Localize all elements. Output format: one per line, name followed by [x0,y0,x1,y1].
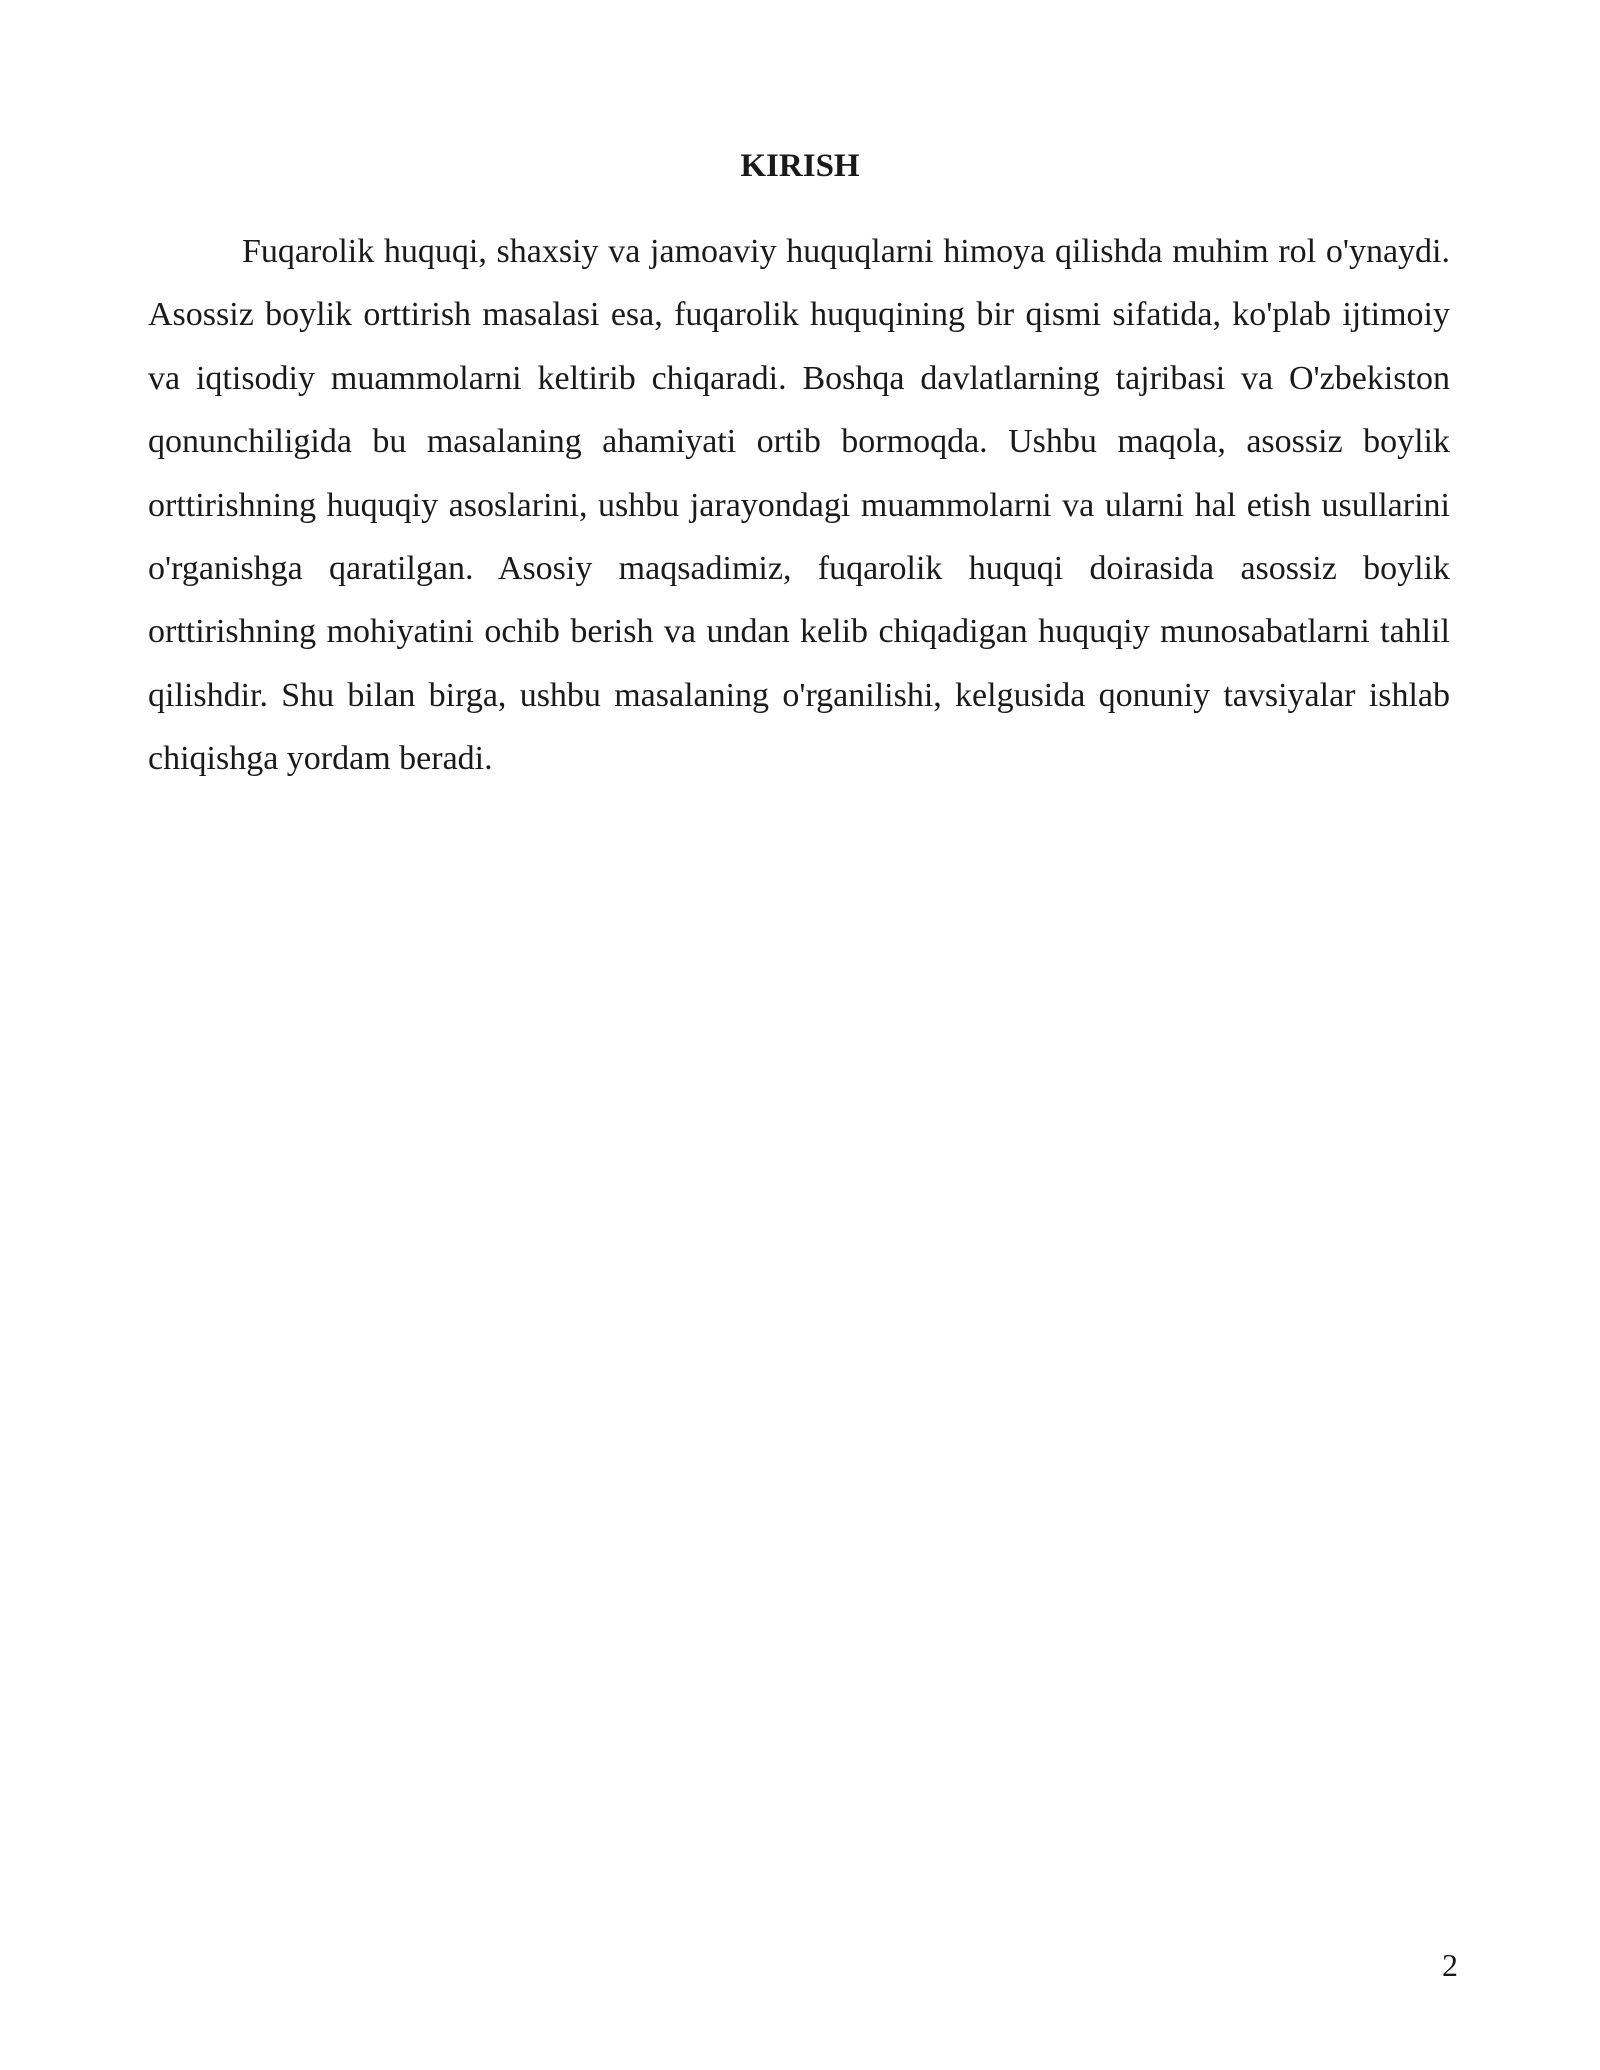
page-number: 2 [1442,1947,1458,1983]
section-heading: KIRISH [740,148,860,184]
body-paragraph: Fuqarolik huquqi, shaxsiy va jamoaviy huquqlarni himoya qilishda muhim rol o'ynaydi. Asossiz boylik orttirish masalasi esa, fuqarolik huquqining bir qismi sifatida, ko'plab ijtimoiy va iqtisodiy muammolarni keltirib chiqaradi. Boshqa davlatlarning tajribasi va O'zbekiston qonunchiligida bu masalaning ahamiyati ortib bormoqda. Ushbu maqola, asossiz boylik orttirishning huquqiy asoslarini, ushbu jarayondagi muammolarni va ularni hal etish usullarini o'rganishga qaratilgan. Asosiy maqsadimiz, fuqarolik huquqi doirasida asossiz boylik orttirishning mohiyatini ochib berish va undan kelib chiqadigan huquqiy munosabatlarni tahlil qilishdir. Shu bilan birga, ushbu masalaning o'rganilishi, kelgusida qonuniy tavsiyalar ishlab chiqishga yordam beradi. [148,233,1450,778]
